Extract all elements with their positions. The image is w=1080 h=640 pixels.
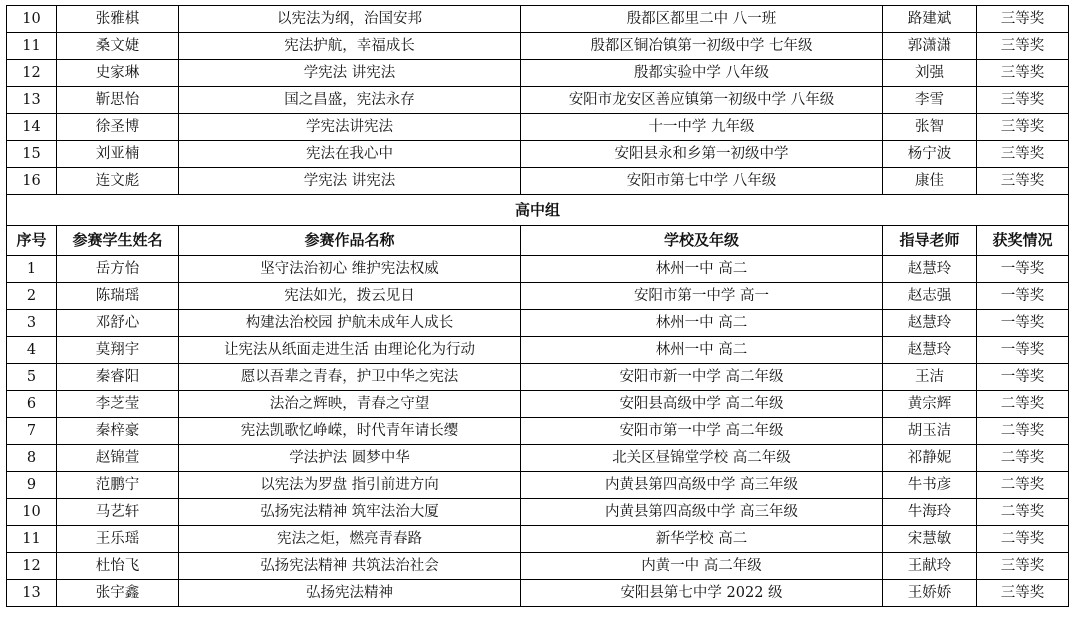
cell-name: 徐圣博 <box>57 114 179 141</box>
cell-name: 马艺轩 <box>57 499 179 526</box>
cell-school: 安阳市新一中学 高二年级 <box>521 364 883 391</box>
cell-school: 林州一中 高二 <box>521 337 883 364</box>
cell-work: 学宪法 讲宪法 <box>179 168 521 195</box>
cell-name: 杜怡飞 <box>57 553 179 580</box>
cell-no: 13 <box>7 580 57 607</box>
cell-award: 二等奖 <box>977 418 1069 445</box>
cell-award: 二等奖 <box>977 526 1069 553</box>
cell-name: 史家琳 <box>57 60 179 87</box>
table-row <box>7 114 1069 141</box>
cell-teacher: 牛海玲 <box>883 499 977 526</box>
table-row <box>7 445 1069 472</box>
cell-no: 13 <box>7 87 57 114</box>
cell-name: 陈瑞瑶 <box>57 283 179 310</box>
cell-no: 4 <box>7 337 57 364</box>
cell-work: 学宪法 讲宪法 <box>179 60 521 87</box>
middle-school-rows <box>7 6 1069 195</box>
cell-work: 宪法护航，幸福成长 <box>179 33 521 60</box>
cell-name: 邓舒心 <box>57 310 179 337</box>
cell-award: 一等奖 <box>977 310 1069 337</box>
cell-teacher: 刘强 <box>883 60 977 87</box>
table-row <box>7 256 1069 283</box>
cell-teacher: 王献玲 <box>883 553 977 580</box>
cell-school: 内黄县第四高级中学 高三年级 <box>521 472 883 499</box>
table-row <box>7 418 1069 445</box>
table-row <box>7 141 1069 168</box>
cell-teacher: 李雪 <box>883 87 977 114</box>
cell-award: 三等奖 <box>977 33 1069 60</box>
cell-award: 二等奖 <box>977 499 1069 526</box>
cell-name: 秦梓豪 <box>57 418 179 445</box>
cell-school: 十一中学 九年级 <box>521 114 883 141</box>
cell-name: 赵锦萱 <box>57 445 179 472</box>
cell-teacher: 杨宁波 <box>883 141 977 168</box>
cell-school: 内黄一中 高二年级 <box>521 553 883 580</box>
cell-work: 学宪法讲宪法 <box>179 114 521 141</box>
cell-teacher: 赵慧玲 <box>883 337 977 364</box>
cell-teacher: 康佳 <box>883 168 977 195</box>
cell-no: 8 <box>7 445 57 472</box>
cell-no: 6 <box>7 391 57 418</box>
cell-name: 秦睿阳 <box>57 364 179 391</box>
cell-teacher: 路建斌 <box>883 6 977 33</box>
cell-school: 殷都实验中学 八年级 <box>521 60 883 87</box>
cell-no: 14 <box>7 114 57 141</box>
cell-name: 岳方怡 <box>57 256 179 283</box>
cell-teacher: 郭潇潇 <box>883 33 977 60</box>
cell-no: 3 <box>7 310 57 337</box>
table-row <box>7 283 1069 310</box>
header-school: 学校及年级 <box>521 226 883 256</box>
cell-school: 北关区昼锦堂学校 高二年级 <box>521 445 883 472</box>
section-title: 高中组 <box>7 195 1069 226</box>
cell-name: 靳思怡 <box>57 87 179 114</box>
table-row <box>7 499 1069 526</box>
cell-no: 10 <box>7 499 57 526</box>
cell-work: 宪法之炬，燃亮青春路 <box>179 526 521 553</box>
cell-school: 安阳县第七中学 2022 级 <box>521 580 883 607</box>
cell-award: 三等奖 <box>977 114 1069 141</box>
cell-award: 一等奖 <box>977 337 1069 364</box>
cell-no: 5 <box>7 364 57 391</box>
cell-school: 殷都区铜冶镇第一初级中学 七年级 <box>521 33 883 60</box>
table-row <box>7 553 1069 580</box>
cell-teacher: 王娇娇 <box>883 580 977 607</box>
header-teacher: 指导老师 <box>883 226 977 256</box>
cell-no: 1 <box>7 256 57 283</box>
cell-award: 三等奖 <box>977 87 1069 114</box>
cell-school: 殷都区都里二中 八一班 <box>521 6 883 33</box>
cell-no: 9 <box>7 472 57 499</box>
table-row <box>7 580 1069 607</box>
cell-award: 二等奖 <box>977 391 1069 418</box>
cell-name: 莫翔宇 <box>57 337 179 364</box>
cell-no: 7 <box>7 418 57 445</box>
cell-work: 宪法凯歌忆峥嵘，时代青年请长缨 <box>179 418 521 445</box>
cell-work: 以宪法为罗盘 指引前进方向 <box>179 472 521 499</box>
cell-award: 三等奖 <box>977 141 1069 168</box>
table-row <box>7 526 1069 553</box>
cell-work: 愿以吾辈之青春，护卫中华之宪法 <box>179 364 521 391</box>
cell-award: 一等奖 <box>977 283 1069 310</box>
cell-award: 一等奖 <box>977 364 1069 391</box>
cell-name: 范鹏宁 <box>57 472 179 499</box>
cell-work: 国之昌盛，宪法永存 <box>179 87 521 114</box>
cell-work: 宪法如光，拨云见日 <box>179 283 521 310</box>
cell-teacher: 王洁 <box>883 364 977 391</box>
table-row <box>7 87 1069 114</box>
cell-no: 11 <box>7 33 57 60</box>
cell-no: 12 <box>7 60 57 87</box>
table-row <box>7 472 1069 499</box>
cell-teacher: 黄宗辉 <box>883 391 977 418</box>
cell-work: 法治之辉映，青春之守望 <box>179 391 521 418</box>
cell-work: 构建法治校园 护航未成年人成长 <box>179 310 521 337</box>
table-row <box>7 364 1069 391</box>
cell-work: 弘扬宪法精神 筑牢法治大厦 <box>179 499 521 526</box>
cell-work: 弘扬宪法精神 共筑法治社会 <box>179 553 521 580</box>
cell-award: 三等奖 <box>977 580 1069 607</box>
cell-school: 安阳县高级中学 高二年级 <box>521 391 883 418</box>
cell-award: 一等奖 <box>977 256 1069 283</box>
cell-work: 宪法在我心中 <box>179 141 521 168</box>
cell-teacher: 赵慧玲 <box>883 256 977 283</box>
header-name: 参赛学生姓名 <box>57 226 179 256</box>
cell-school: 安阳市第一中学 高二年级 <box>521 418 883 445</box>
table-row <box>7 391 1069 418</box>
cell-name: 李芝莹 <box>57 391 179 418</box>
cell-school: 林州一中 高二 <box>521 256 883 283</box>
award-table <box>6 5 1069 607</box>
cell-name: 张雅棋 <box>57 6 179 33</box>
cell-teacher: 宋慧敏 <box>883 526 977 553</box>
cell-no: 12 <box>7 553 57 580</box>
cell-teacher: 赵慧玲 <box>883 310 977 337</box>
table-row <box>7 168 1069 195</box>
header-row <box>7 226 1069 256</box>
cell-teacher: 祁静妮 <box>883 445 977 472</box>
cell-no: 11 <box>7 526 57 553</box>
cell-work: 以宪法为纲，治国安邦 <box>179 6 521 33</box>
cell-no: 10 <box>7 6 57 33</box>
cell-teacher: 牛书彦 <box>883 472 977 499</box>
table-row <box>7 60 1069 87</box>
cell-award: 三等奖 <box>977 6 1069 33</box>
header-no: 序号 <box>7 226 57 256</box>
cell-work: 学法护法 圆梦中华 <box>179 445 521 472</box>
cell-award: 二等奖 <box>977 445 1069 472</box>
cell-name: 张宇鑫 <box>57 580 179 607</box>
cell-name: 连文彪 <box>57 168 179 195</box>
cell-school: 内黄县第四高级中学 高三年级 <box>521 499 883 526</box>
table-row <box>7 33 1069 60</box>
cell-award: 二等奖 <box>977 472 1069 499</box>
cell-school: 安阳县永和乡第一初级中学 <box>521 141 883 168</box>
cell-name: 刘亚楠 <box>57 141 179 168</box>
high-school-section <box>7 195 1069 256</box>
cell-teacher: 张智 <box>883 114 977 141</box>
cell-work: 让宪法从纸面走进生活 由理论化为行动 <box>179 337 521 364</box>
cell-school: 安阳市龙安区善应镇第一初级中学 八年级 <box>521 87 883 114</box>
cell-no: 2 <box>7 283 57 310</box>
cell-name: 桑文婕 <box>57 33 179 60</box>
table-row <box>7 337 1069 364</box>
cell-teacher: 赵志强 <box>883 283 977 310</box>
cell-award: 三等奖 <box>977 60 1069 87</box>
section-title-row <box>7 195 1069 226</box>
cell-work: 坚守法治初心 维护宪法权威 <box>179 256 521 283</box>
table-row <box>7 6 1069 33</box>
cell-name: 王乐瑶 <box>57 526 179 553</box>
high-school-rows <box>7 256 1069 607</box>
header-work: 参赛作品名称 <box>179 226 521 256</box>
cell-school: 安阳市第一中学 高一 <box>521 283 883 310</box>
cell-school: 安阳市第七中学 八年级 <box>521 168 883 195</box>
cell-work: 弘扬宪法精神 <box>179 580 521 607</box>
cell-award: 三等奖 <box>977 553 1069 580</box>
table-row <box>7 310 1069 337</box>
cell-school: 新华学校 高二 <box>521 526 883 553</box>
cell-teacher: 胡玉洁 <box>883 418 977 445</box>
cell-no: 15 <box>7 141 57 168</box>
award-list-document <box>6 5 1068 607</box>
cell-school: 林州一中 高二 <box>521 310 883 337</box>
cell-award: 三等奖 <box>977 168 1069 195</box>
cell-no: 16 <box>7 168 57 195</box>
header-award: 获奖情况 <box>977 226 1069 256</box>
